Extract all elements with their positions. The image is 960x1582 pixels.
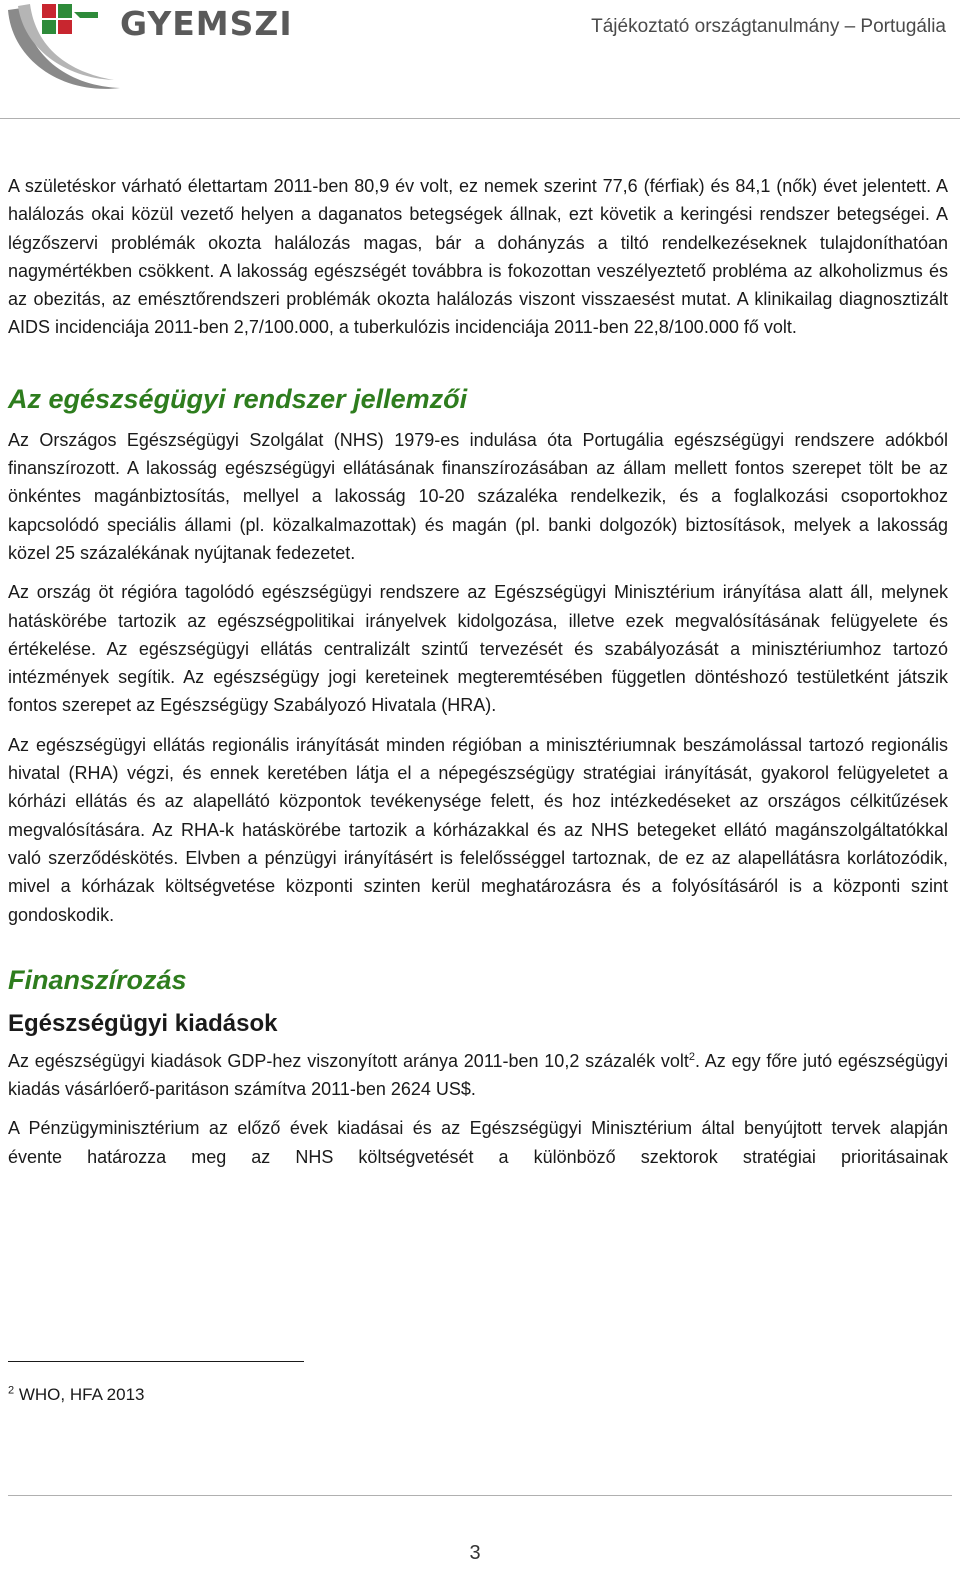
footer-divider	[8, 1495, 952, 1496]
paragraph-budget: A Pénzügyminisztérium az előző évek kiadásai és az Egészségügyi Minisztérium által benyújtott tervek alapján évente határozza meg az NHS költségvetését a különböző szektorok stratégiai prioritásainak	[8, 1118, 948, 1167]
document-body	[8, 172, 948, 1182]
page-header	[0, 0, 960, 118]
header-title: Tájékoztató országtanulmány – Portugália	[591, 16, 946, 37]
paragraph-life-expectancy: A születéskor várható élettartam 2011-ben 80,9 év volt, ez nemek szerint 77,6 (férfiak) és 84,1 (nők) évet jelentett. A halálozás okai közül vezető helyen a daganatos betegségek állnak, ezt követik a keringési rendszer betegségei. A légzőszervi problémák okozta halálozás magas, bár a dohányzás a tiltó rendelkezéseknek tulajdoníthatóan nagymértékben csökkent. A lakosság egészségét továbbra is fokozottan veszélyeztető probléma az alkoholizmus és az obezitás, az emésztőrendszeri problémák okozta halálozás viszont visszaesést mutat. A klinikailag diagnosztizált AIDS incidenciája 2011-ben 2,7/100.000, a tuberkulózis incidenciája 2011-ben 22,8/100.000 fő volt.	[8, 176, 948, 338]
footnote-ref[interactable]: 2	[688, 1050, 696, 1063]
expenditure-text-b: . Az egy főre jutó egészségügyi kiadás vásárlóerő-paritáson számítva 2011-ben 2624 US$.	[8, 1050, 948, 1100]
footnote-divider	[8, 1361, 304, 1362]
footnote-text: WHO, HFA 2013	[14, 1385, 145, 1404]
paragraph-regional: Az egészségügyi ellátás regionális irányítását minden régióban a minisztériumnak beszámolással tartozó regionális hivatal (RHA) végzi, és ennek keretében látja el a népegészségügy stratégiai irányítását, gyakorol felügyeletet a kórházi ellátás és az alapellátó központok tevékenysége felett, és hoz intézkedéseket az országos célkitűzések megvalósítására. Az RHA-k hatáskörébe tartozik a kórházakkal és az NHS betegeket ellátó magánszolgáltatókkal való szerződéskötés. Elvben a pénzügyi irányításért is felelősséggel tartoznak, de ez az alapellátásra korlátozódik, mivel a kórházak költségvetése központi szinten kerül meghatározásra és a folyósításáról is a központi szint gondoskodik.	[8, 734, 948, 925]
logo-text: GYEMSZI	[120, 4, 293, 43]
logo-emblem-icon	[2, 0, 132, 100]
section-heading-health-system: Az egészségügyi rendszer jellemzői	[8, 383, 468, 414]
footnote	[8, 1385, 145, 1405]
paragraph-ministry: Az ország öt régióra tagolódó egészségügyi rendszere az Egészségügyi Minisztérium irányítása alatt áll, melynek hatáskörébe tartozik az egészségpolitikai irányelvek kidolgozása, illetve ezek megvalósításának felügyelete és értékelése. Az egészségügyi ellátás centralizált szintű tervezését és szabályozását a minisztériumhoz tartozó intézmények segítik. Az egészségügy jogi kereteinek megteremtésében független döntéshozó testületként játszik fontos szerepet az Egészségügy Szabályozó Hivatala (HRA).	[8, 582, 948, 716]
page-number: 3	[469, 1542, 481, 1564]
section-heading-financing: Finanszírozás	[8, 964, 187, 995]
footnote-number: 2	[8, 1384, 15, 1397]
header-divider	[0, 118, 960, 119]
gyemszi-logo	[2, 0, 302, 100]
paragraph-nhs-funding: Az Országos Egészségügyi Szolgálat (NHS) 1979-es indulása óta Portugália egészségügyi rendszere adókból finanszírozott. A lakosság egészségügyi ellátásának finanszírozásában az állam mellett fontos szerepet tölt be az önkéntes magánbiztosítás, mellyel a lakosság 10-20 százaléka rendelkezik, és a foglalkozási csoportokhoz kapcsolódó speciális állami (pl. közalkalmazottak) és magán (pl. banki dolgozók) biztosítások, melyek a lakosság közel 25 százalékának nyújtanak fedezetet.	[8, 429, 948, 563]
subheading-expenditure: Egészségügyi kiadások	[8, 1009, 278, 1037]
paragraph-expenditure	[8, 1047, 948, 1104]
expenditure-text-a: Az egészségügyi kiadások GDP-hez viszonyított aránya 2011-ben 10,2 százalék volt	[8, 1050, 689, 1071]
